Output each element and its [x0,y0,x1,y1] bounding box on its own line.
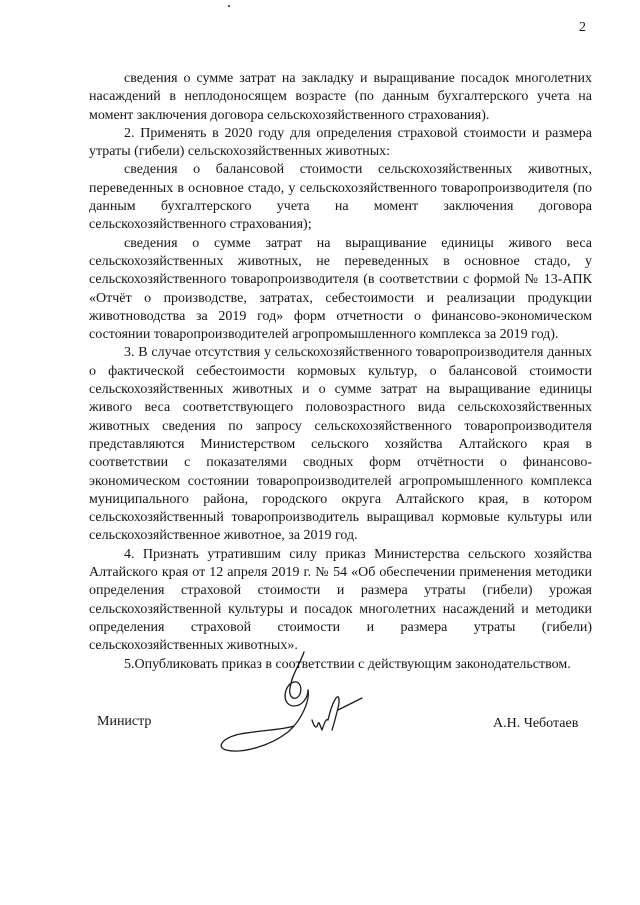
document-body [89,70,592,674]
scan-mark [228,5,230,7]
paragraph: сведения о сумме затрат на выращивание единицы живого веса сельскохозяйственных животных, не переведенных в основное стадо, у сельскохозяйственного товаропроизводителя (в соответствии с формой № 13-АПК «Отчёт о производстве, затратах, себестоимости и реализации продукции животноводства за 2019 год» форм отчетности о финансово-экономическом состоянии товаропроизводителей агропромышленного комплекса за 2019 год). [89,235,592,343]
page-number: 2 [579,20,586,35]
handwritten-signature [212,650,377,766]
paragraph: 5.Опубликовать приказ в соответствии с действующим законодательством. [124,656,571,672]
paragraph: сведения о балансовой стоимости сельскохозяйственных животных, переведенных в основное стадо, у сельскохозяйственного товаропроизводителя (по данным бухгалтерского учета на момент заключения договора сельскохозяйственного страхования); [89,162,592,233]
paragraph: 4. Признать утратившим силу приказ Министерства сельского хозяйства Алтайского края от 12 апреля 2019 г. № 54 «Об обеспечении применения методики определения страховой стоимости и размера утраты (гибели) урожая сельскохозяйственной культуры и посадок многолетних насаждений и методики определения страховой стоимости и размера утраты (гибели) сельскохозяйственных животных». [89,546,592,654]
paragraph: 3. В случае отсутствия у сельскохозяйственного товаропроизводителя данных о фактической себестоимости кормовых культур, о балансовой стоимости сельскохозяйственных животных и о сумме затрат на выращивание единицы живого веса соответствующего половозрастного вида сельскохозяйственных животных сведения по запросу сельскохозяйственного товаропроизводителя представляются Министерством сельского хозяйства Алтайского края в соответствии с показателями сводных форм отчётности о финансово-экономическом состоянии товаропроизводителей агропромышленного комплекса муниципального района, городского округа Алтайского края, в котором сельскохозяйственный товаропроизводитель выращивал кормовые культуры или сельскохозяйственное животное, за 2019 год. [89,345,592,544]
paragraph: сведения о сумме затрат на закладку и выращивание посадок многолетних насаждений в неплодоносящем возрасте (по данным бухгалтерского учета на момент заключения договора сельскохозяйственного страхования). [89,71,592,123]
signatory-title: Министр [97,714,152,729]
paragraph: 2. Применять в 2020 году для определения страховой стоимости и размера утраты (гибели) сельскохозяйственных животных: [89,125,592,160]
signatory-name: А.Н. Чеботаев [493,716,579,731]
